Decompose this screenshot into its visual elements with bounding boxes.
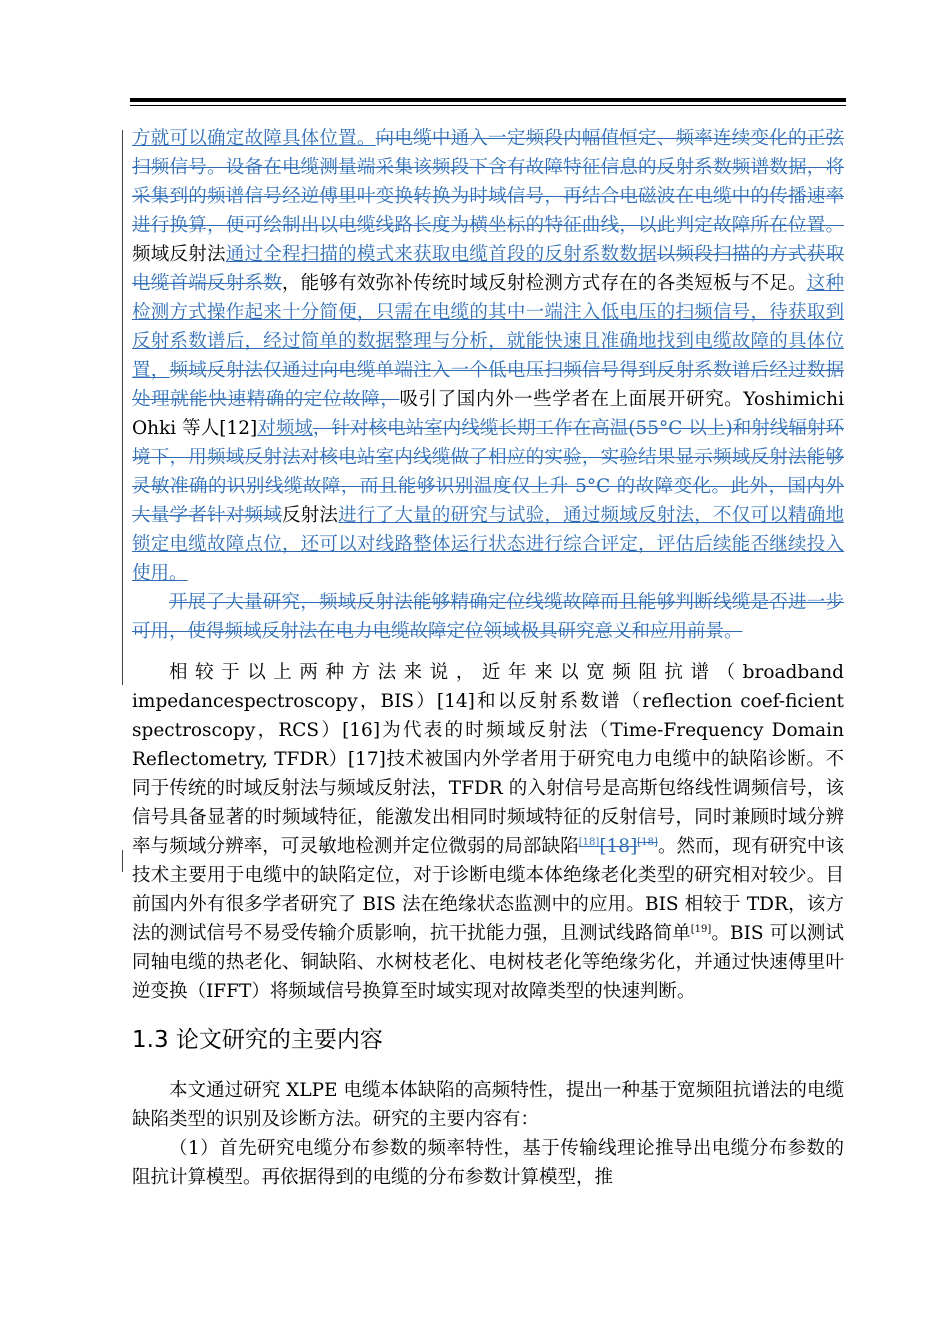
tracked-insertion: 对频域: [257, 418, 313, 439]
tracked-deletion-citation: [18]: [599, 836, 638, 857]
tracked-deletion: ，针对核电站室内线缆长期工作在高温(55°C 以上)和射线辐射环境下，用频域反射法对核电站室内线缆做了相应的实验，实验结果显示频域反射法能够灵敏准确的识别线缆故障，而且能够识别温度仅上升 5°C 的故障变化。此外，国内外大量学者针对频域: [132, 418, 844, 526]
body-text: 吸引了国内外一些学者在上面展开研究。Yoshimichi Ohki 等人[12]: [132, 389, 844, 439]
tracked-deletion: 频域反射法仅通过向电缆单端注入一个低电压扫频信号得到反射系数谱后经过数据处理就能快速精确的定位故障，: [132, 360, 844, 410]
tracked-insertion: 这种检测方式操作起来十分简便，只需在电缆的其中一端注入低电压的扫频信号，待获取到反射系数谱后，经过简单的数据整理与分析，就能快速且准确地找到电缆故障的具体位置，: [132, 273, 844, 381]
tracked-insertion: 通过全程扫描的模式来获取电缆首段的反射系数数据: [225, 244, 657, 265]
document-body: [132, 124, 844, 1192]
change-bar: [122, 850, 123, 872]
header-rule-thick: [130, 98, 846, 102]
citation-superscript-deleted: [18]: [637, 836, 658, 848]
body-text: 频域反射法: [132, 244, 226, 265]
body-text: 。然而，现有研究中该技术主要用于电缆中的缺陷定位，对于诊断电缆本体绝缘老化类型的研究相对较少。目前国内外有很多学者研究了 BIS 法在绝缘状态监测中的应用。BIS 相较于 TDR，该方法的测试信号不易受传输介质影响，抗干扰能力强，且测试线路简单: [132, 836, 844, 944]
tracked-insertion: 进行了大量的研究与试验，通过频域反射法，不仅可以精确地锁定电缆故障点位，还可以对线路整体运行状态进行综合评定，评估后续能否继续投入使用。: [132, 505, 844, 584]
header-rule-thin: [130, 105, 846, 106]
paragraph-item-1: （1）首先研究电缆分布参数的频率特性，基于传输线理论推导出电缆分布参数的阻抗计算模型。再依据得到的电缆的分布参数计算模型，推: [132, 1138, 844, 1188]
paragraph-frequency-domain: [132, 124, 844, 588]
body-text: 反射法: [281, 505, 339, 526]
tracked-deletion: 开展了大量研究，频域反射法能够精确定位线缆故障而且能够判断线缆是否进一步可用，使得频域反射法在电力电缆故障定位领域极具研究意义和应用前景。: [132, 592, 844, 642]
body-text: 相较于以上两种方法来说，近年来以宽频阻抗谱（broadband impedancespectroscopy，BIS）[14]和以反射系数谱（reflection coef-ficient spectroscopy，RCS）[16]为代表的时频域反射法（Time-Frequency Domain Reflectometry, TFDR）[17]技术被国内外学者用于研究电力电缆中的缺陷诊断。不同于传统的时域反射法与频域反射法，TFDR 的入射信号是高斯包络线性调频信号，该信号具备显著的时频域特征，能激发出相同时频域特征的反射信号，同时兼顾时域分辨率与频域分辨率，可灵敏地检测并定位微弱的局部缺陷: [132, 662, 844, 857]
citation-superscript: [18]: [578, 836, 600, 848]
tracked-deletion: 向电缆中通入一定频段内幅值恒定、频率连续变化的正弦扫频信号。设备在电缆测量端采集该频段下含有故障特征信息的反射系数频谱数据，将采集到的频谱信号经逆傅里叶变换转换为时域信号，再结合电磁波在电缆中的传播速率进行换算，便可绘制出以电缆线路长度为横坐标的特征曲线，以此判定故障所在位置。: [132, 128, 844, 236]
paragraph-tfdr: [132, 658, 844, 1006]
citation-superscript: [19]: [690, 923, 712, 935]
tracked-deletion: 以频段扫描的方式获取电缆首端反射系数: [132, 244, 844, 294]
tracked-insertion: 方就可以确定故障具体位置。: [132, 128, 376, 149]
body-text: ，能够有效弥补传统时域反射检测方式存在的各类短板与不足。: [281, 273, 807, 294]
paragraph-deleted: [132, 588, 844, 646]
body-text: 。BIS 可以测试同轴电缆的热老化、铜缺陷、水树枝老化、电树枝老化等绝缘劣化，并通过快速傅里叶逆变换（IFFT）将频域信号换算至时域实现对故障类型的快速判断。: [132, 923, 844, 1002]
paragraph-intro: 本文通过研究 XLPE 电缆本体缺陷的高频特性，提出一种基于宽频阻抗谱法的电缆缺陷类型的识别及诊断方法。研究的主要内容有：: [132, 1080, 844, 1130]
section-heading: 1.3 论文研究的主要内容: [132, 1027, 383, 1053]
change-bar: [122, 130, 123, 685]
